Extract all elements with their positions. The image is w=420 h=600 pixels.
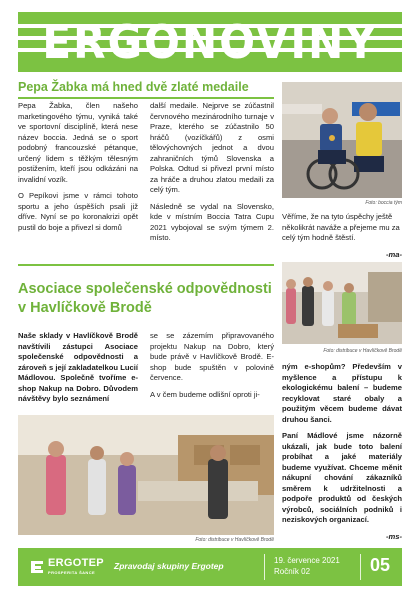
paragraph: Naše sklady v Havlíčkově Brodě navštívili zástupci Asociace společenské odpovědnosti a zároveň s její zakladatelkou Lucií Mádlovou. Společně tvoříme e-shop Nakup na Dobro. Důvodem návštěvy bylo seznámení xyxy=(18,331,138,403)
ergotep-logo-icon xyxy=(28,558,46,576)
paragraph: Pepa Žabka, člen našeho marketingového týmu, vyniká také ve sportovní disciplíně, která nese název boccia. Jedná se o sport podobný francouzské pétanque, určený lidem s těžkým tělesným postižením, kteří jsou odkázáni na invalidní vozík. xyxy=(18,101,138,184)
issue-volume: Ročník 02 xyxy=(274,567,311,576)
article-2-signature: -ms- xyxy=(385,531,402,541)
article-1-headline: Pepa Žabka má hned dvě zlaté medaile xyxy=(18,80,249,94)
warehouse-tour-photo xyxy=(18,415,274,535)
paragraph: se se zázemím připravovaného projektu Nakup na Dobro, který bude právě v Havlíčkově Brodě. E-shop bude spuštěn v polovině července. xyxy=(150,331,274,382)
section-rule xyxy=(18,264,274,266)
article-1-column-2 xyxy=(150,101,274,250)
footer-divider xyxy=(264,554,265,580)
masthead-title: ERGONOVINY xyxy=(42,15,378,69)
warehouse-visit-photo xyxy=(282,262,402,344)
warehouse-visit-illustration xyxy=(282,262,402,344)
paragraph: další medaile. Nejprve se zúčastnil červnového mezinárodního turnaje v Praze, kterého se zúčastnilo 50 hráčů (vozíčkářů) z osmi tělovýchovných jednot a dvou zahraničních týmů Slovenska a Polska. Odtud si přivezl první místo za hráče a druhou zlatou medaili za celý tým. xyxy=(150,101,274,194)
footer-tagline: Zpravodaj skupiny Ergotep xyxy=(114,561,224,571)
footer-divider xyxy=(360,554,361,580)
headline-rule xyxy=(18,97,274,99)
page-number: 05 xyxy=(370,555,391,575)
paragraph: O Pepíkovi jsme v rámci tohoto sportu a jeho úspěších psali již dříve. Nyní se po koronakrizi opět pustil do boje a přivezl si domů xyxy=(18,191,138,232)
article-2-column-2 xyxy=(150,331,274,406)
article-2-headline: Asociace společenské odpovědnosti v Havlíčkově Brodě xyxy=(18,281,272,316)
paragraph: Následně se vydal na Slovensko, kde v místním Boccia Tatra Cupu 2021 vybojoval se svým týmem 2. místo. xyxy=(150,201,274,242)
paragraph: ným e-shopům? Především v myšlence a přístupu k ekologickému balení – budeme recyklovat staré obaly a použitým věcem budeme dávat druhou šanci. xyxy=(282,362,402,424)
photo-caption: Foto: distribuce v Havlíčkově Brodě xyxy=(323,348,402,354)
paragraph: Věříme, že na tyto úspěchy ještě několikrát naváže a přejeme mu za celý tým hodně štěstí. xyxy=(282,212,400,242)
article-2-column-1 xyxy=(18,331,138,411)
warehouse-tour-illustration xyxy=(18,415,274,535)
article-2-column-3 xyxy=(282,362,402,548)
masthead xyxy=(18,12,402,72)
article-1-signature: -ma- xyxy=(385,249,402,259)
boccia-photo xyxy=(282,82,402,198)
issue-date: 19. července 2021 xyxy=(274,556,340,565)
ergotep-logo xyxy=(28,556,108,578)
logo-name: ERGOTEP xyxy=(48,557,104,569)
article-1-column-1 xyxy=(18,101,138,239)
paragraph: Paní Mádlové jsme názorně ukázali, jak bude toto balení probíhat a jaké materiály budeme využívat. Chceme měnit nákupní chování zákazníků směrem k udržitelnosti a podpoře produktů od českých výrobců, sociálních podniků i neziskových organizací. xyxy=(282,431,402,524)
boccia-photo-illustration xyxy=(282,82,402,198)
paragraph: A v čem budeme odlišní oproti ji- xyxy=(150,389,260,399)
logo-subtitle: PROSPERITA ŠANCE xyxy=(48,570,96,575)
footer xyxy=(18,548,402,586)
photo-caption: Foto: distribuce v Havlíčkově Brodě xyxy=(195,537,274,543)
photo-caption: Foto: boccia tým xyxy=(365,200,402,206)
article-1-column-3 xyxy=(282,212,402,266)
